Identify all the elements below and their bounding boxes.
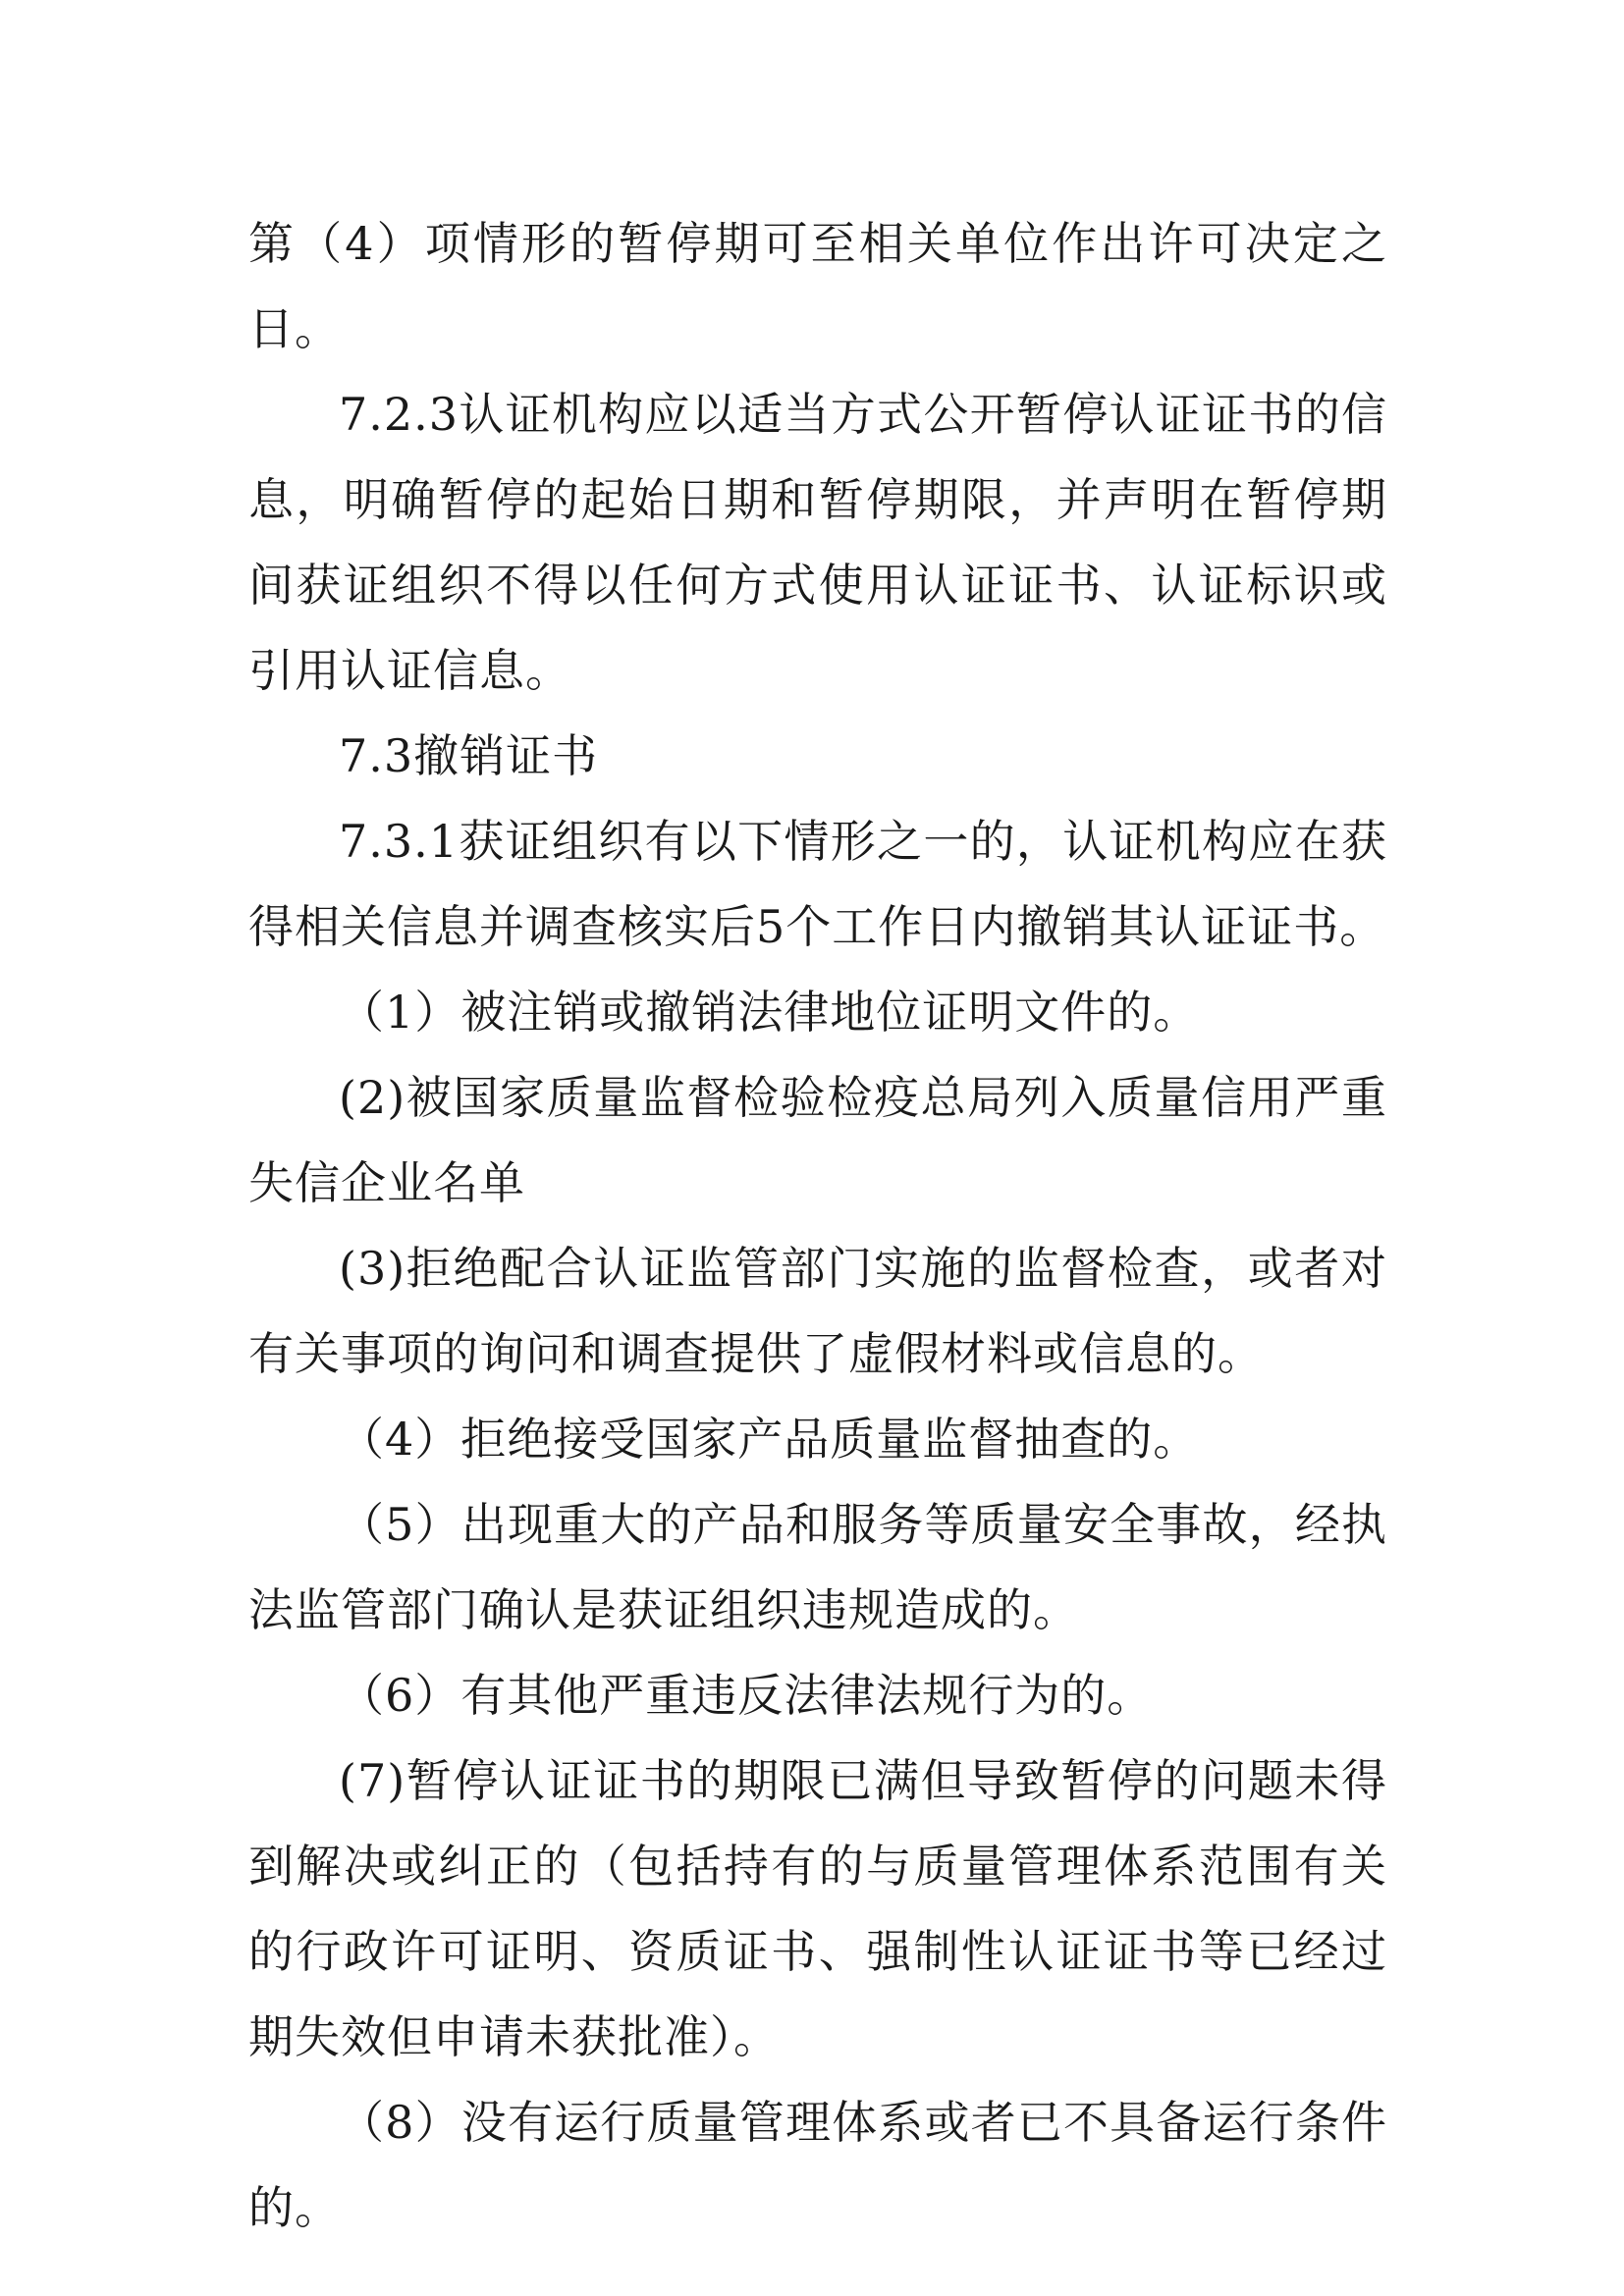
paragraph-7-2-3: 7.2.3认证机构应以适当方式公开暂停认证证书的信息，明确暂停的起始日期和暂停期限，并声明在暂停期间获证组织不得以任何方式使用认证证书、认证标识或引用认证信息。 xyxy=(248,388,1387,697)
section-heading-7-3: 7.3撤销证书 xyxy=(339,729,599,782)
paragraph-7-3-1: 7.3.1获证组织有以下情形之一的，认证机构应在获得相关信息并调查核实后5个工作日内撤销其认证证书。 xyxy=(248,815,1387,953)
list-item-3: (3)拒绝配合认证监管部门实施的监督检查，或者对有关事项的询问和调查提供了虚假材料或信息的。 xyxy=(248,1242,1387,1380)
list-item-2: (2)被国家质量监督检验检疫总局列入质量信用严重失信企业名单 xyxy=(248,1071,1387,1209)
list-item-4: （4）拒绝接受国家产品质量监督抽查的。 xyxy=(339,1413,1200,1466)
list-item-1: （1）被注销或撤销法律地位证明文件的。 xyxy=(339,986,1200,1039)
list-item-8: （8）没有运行质量管理体系或者已不具备运行条件的。 xyxy=(248,2096,1387,2234)
list-item-5: （5）出现重大的产品和服务等质量安全事故，经执法监管部门确认是获证组织违规造成的。 xyxy=(248,1498,1387,1636)
document-body xyxy=(248,201,1387,2251)
paragraph-continuation: 第（4）项情形的暂停期可至相关单位作出许可决定之日。 xyxy=(248,217,1387,355)
list-item-7: (7)暂停认证证书的期限已满但导致暂停的问题未得到解决或纠正的（包括持有的与质量管理体系范围有关的行政许可证明、资质证书、强制性认证证书等已经过期失效但申请未获批准）。 xyxy=(248,1754,1387,2063)
list-item-6: （6）有其他严重违反法律法规行为的。 xyxy=(339,1669,1154,1722)
